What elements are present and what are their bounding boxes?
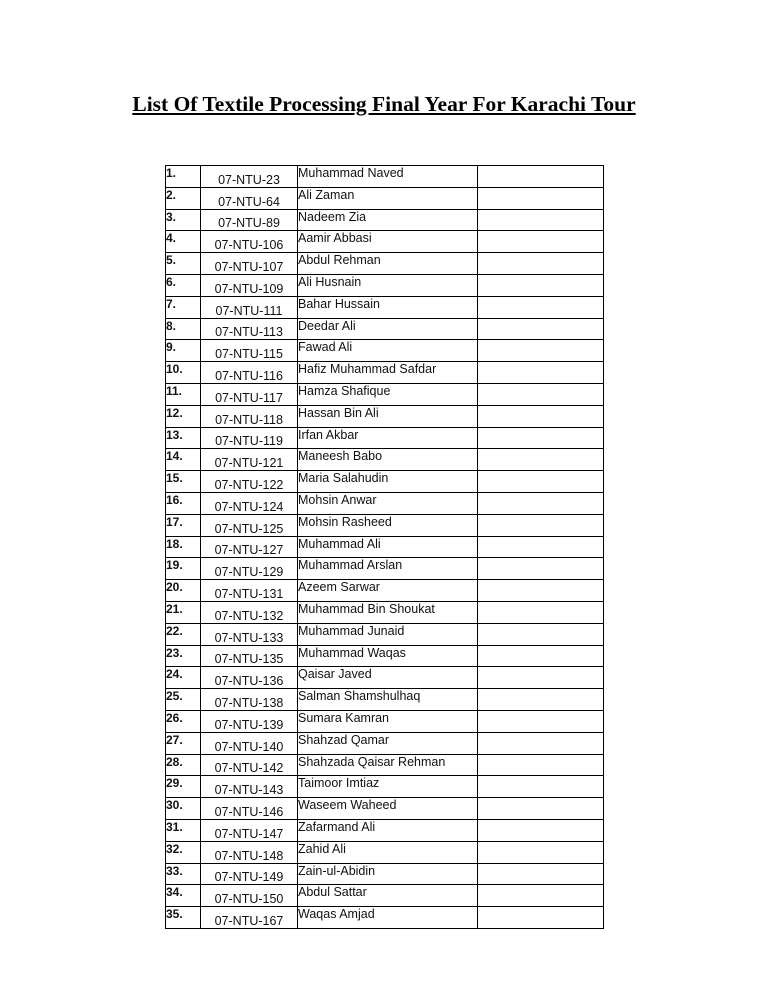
student-name: Aamir Abbasi xyxy=(298,231,478,253)
student-name: Zain-ul-Abidin xyxy=(298,863,478,885)
blank-cell xyxy=(478,362,604,384)
student-name: Qaisar Javed xyxy=(298,667,478,689)
student-name: Zafarmand Ali xyxy=(298,819,478,841)
student-name: Hamza Shafique xyxy=(298,383,478,405)
table-row xyxy=(166,580,604,602)
registration-number: 07-NTU-118 xyxy=(201,405,298,427)
registration-number: 07-NTU-107 xyxy=(201,253,298,275)
blank-cell xyxy=(478,645,604,667)
student-name: Azeem Sarwar xyxy=(298,580,478,602)
row-number: 24. xyxy=(166,667,201,689)
table-row xyxy=(166,449,604,471)
table-row xyxy=(166,819,604,841)
registration-number: 07-NTU-139 xyxy=(201,710,298,732)
blank-cell xyxy=(478,667,604,689)
row-number: 20. xyxy=(166,580,201,602)
blank-cell xyxy=(478,536,604,558)
table-row xyxy=(166,405,604,427)
registration-number: 07-NTU-136 xyxy=(201,667,298,689)
blank-cell xyxy=(478,296,604,318)
table-row xyxy=(166,907,604,929)
blank-cell xyxy=(478,841,604,863)
table-row xyxy=(166,667,604,689)
student-name: Ali Zaman xyxy=(298,187,478,209)
table-row xyxy=(166,492,604,514)
blank-cell xyxy=(478,580,604,602)
student-name: Nadeem Zia xyxy=(298,209,478,231)
blank-cell xyxy=(478,601,604,623)
blank-cell xyxy=(478,689,604,711)
row-number: 32. xyxy=(166,841,201,863)
row-number: 14. xyxy=(166,449,201,471)
row-number: 27. xyxy=(166,732,201,754)
registration-number: 07-NTU-133 xyxy=(201,623,298,645)
registration-number: 07-NTU-140 xyxy=(201,732,298,754)
student-name: Waqas Amjad xyxy=(298,907,478,929)
blank-cell xyxy=(478,427,604,449)
table-row xyxy=(166,383,604,405)
student-name: Maneesh Babo xyxy=(298,449,478,471)
registration-number: 07-NTU-64 xyxy=(201,187,298,209)
table-row xyxy=(166,754,604,776)
registration-number: 07-NTU-121 xyxy=(201,449,298,471)
row-number: 10. xyxy=(166,362,201,384)
registration-number: 07-NTU-135 xyxy=(201,645,298,667)
registration-number: 07-NTU-116 xyxy=(201,362,298,384)
student-name: Shahzada Qaisar Rehman xyxy=(298,754,478,776)
row-number: 26. xyxy=(166,710,201,732)
student-name: Maria Salahudin xyxy=(298,471,478,493)
student-name: Waseem Waheed xyxy=(298,798,478,820)
row-number: 13. xyxy=(166,427,201,449)
blank-cell xyxy=(478,449,604,471)
registration-number: 07-NTU-117 xyxy=(201,383,298,405)
registration-number: 07-NTU-131 xyxy=(201,580,298,602)
table-row xyxy=(166,362,604,384)
registration-number: 07-NTU-122 xyxy=(201,471,298,493)
row-number: 4. xyxy=(166,231,201,253)
registration-number: 07-NTU-150 xyxy=(201,885,298,907)
table-row xyxy=(166,863,604,885)
blank-cell xyxy=(478,231,604,253)
table-row xyxy=(166,187,604,209)
blank-cell xyxy=(478,776,604,798)
table-row xyxy=(166,471,604,493)
row-number: 8. xyxy=(166,318,201,340)
row-number: 19. xyxy=(166,558,201,580)
table-row xyxy=(166,427,604,449)
registration-number: 07-NTU-113 xyxy=(201,318,298,340)
table-row xyxy=(166,166,604,188)
blank-cell xyxy=(478,383,604,405)
row-number: 3. xyxy=(166,209,201,231)
row-number: 16. xyxy=(166,492,201,514)
student-name: Deedar Ali xyxy=(298,318,478,340)
registration-number: 07-NTU-147 xyxy=(201,819,298,841)
table-row xyxy=(166,558,604,580)
row-number: 12. xyxy=(166,405,201,427)
registration-number: 07-NTU-129 xyxy=(201,558,298,580)
registration-number: 07-NTU-23 xyxy=(201,166,298,188)
registration-number: 07-NTU-167 xyxy=(201,907,298,929)
row-number: 5. xyxy=(166,253,201,275)
student-name: Mohsin Anwar xyxy=(298,492,478,514)
registration-number: 07-NTU-146 xyxy=(201,798,298,820)
blank-cell xyxy=(478,863,604,885)
blank-cell xyxy=(478,732,604,754)
blank-cell xyxy=(478,318,604,340)
blank-cell xyxy=(478,492,604,514)
row-number: 23. xyxy=(166,645,201,667)
registration-number: 07-NTU-127 xyxy=(201,536,298,558)
row-number: 15. xyxy=(166,471,201,493)
table-row xyxy=(166,841,604,863)
table-row xyxy=(166,274,604,296)
registration-number: 07-NTU-115 xyxy=(201,340,298,362)
blank-cell xyxy=(478,340,604,362)
blank-cell xyxy=(478,253,604,275)
registration-number: 07-NTU-119 xyxy=(201,427,298,449)
blank-cell xyxy=(478,209,604,231)
table-row xyxy=(166,885,604,907)
student-name: Fawad Ali xyxy=(298,340,478,362)
registration-number: 07-NTU-89 xyxy=(201,209,298,231)
row-number: 29. xyxy=(166,776,201,798)
student-name: Taimoor Imtiaz xyxy=(298,776,478,798)
row-number: 35. xyxy=(166,907,201,929)
registration-number: 07-NTU-142 xyxy=(201,754,298,776)
student-name: Salman Shamshulhaq xyxy=(298,689,478,711)
student-name: Abdul Rehman xyxy=(298,253,478,275)
student-name: Muhammad Arslan xyxy=(298,558,478,580)
table-row xyxy=(166,710,604,732)
table-row xyxy=(166,732,604,754)
row-number: 21. xyxy=(166,601,201,623)
table-row xyxy=(166,601,604,623)
table-row xyxy=(166,514,604,536)
blank-cell xyxy=(478,274,604,296)
blank-cell xyxy=(478,623,604,645)
student-name: Mohsin Rasheed xyxy=(298,514,478,536)
registration-number: 07-NTU-125 xyxy=(201,514,298,536)
blank-cell xyxy=(478,514,604,536)
student-name: Muhammad Naved xyxy=(298,166,478,188)
blank-cell xyxy=(478,558,604,580)
row-number: 11. xyxy=(166,383,201,405)
student-name: Shahzad Qamar xyxy=(298,732,478,754)
row-number: 31. xyxy=(166,819,201,841)
table-row xyxy=(166,209,604,231)
blank-cell xyxy=(478,798,604,820)
student-name: Irfan Akbar xyxy=(298,427,478,449)
table-row xyxy=(166,231,604,253)
student-name: Abdul Sattar xyxy=(298,885,478,907)
row-number: 1. xyxy=(166,166,201,188)
registration-number: 07-NTU-109 xyxy=(201,274,298,296)
row-number: 17. xyxy=(166,514,201,536)
row-number: 2. xyxy=(166,187,201,209)
student-name: Hassan Bin Ali xyxy=(298,405,478,427)
table-row xyxy=(166,296,604,318)
blank-cell xyxy=(478,819,604,841)
student-name: Zahid Ali xyxy=(298,841,478,863)
row-number: 18. xyxy=(166,536,201,558)
student-name: Muhammad Ali xyxy=(298,536,478,558)
table-row xyxy=(166,253,604,275)
row-number: 33. xyxy=(166,863,201,885)
row-number: 30. xyxy=(166,798,201,820)
table-row xyxy=(166,318,604,340)
registration-number: 07-NTU-148 xyxy=(201,841,298,863)
registration-number: 07-NTU-149 xyxy=(201,863,298,885)
registration-number: 07-NTU-132 xyxy=(201,601,298,623)
blank-cell xyxy=(478,405,604,427)
blank-cell xyxy=(478,166,604,188)
blank-cell xyxy=(478,471,604,493)
table-row xyxy=(166,623,604,645)
row-number: 28. xyxy=(166,754,201,776)
student-name: Bahar Hussain xyxy=(298,296,478,318)
row-number: 25. xyxy=(166,689,201,711)
student-name: Hafiz Muhammad Safdar xyxy=(298,362,478,384)
table-row xyxy=(166,776,604,798)
student-name: Ali Husnain xyxy=(298,274,478,296)
student-table-body xyxy=(166,166,604,929)
page-title: List Of Textile Processing Final Year For Karachi Tour xyxy=(132,92,636,116)
registration-number: 07-NTU-138 xyxy=(201,689,298,711)
row-number: 34. xyxy=(166,885,201,907)
blank-cell xyxy=(478,885,604,907)
registration-number: 07-NTU-143 xyxy=(201,776,298,798)
table-row xyxy=(166,689,604,711)
student-name: Muhammad Bin Shoukat xyxy=(298,601,478,623)
blank-cell xyxy=(478,754,604,776)
student-name: Muhammad Junaid xyxy=(298,623,478,645)
blank-cell xyxy=(478,710,604,732)
table-row xyxy=(166,536,604,558)
row-number: 6. xyxy=(166,274,201,296)
table-row xyxy=(166,340,604,362)
blank-cell xyxy=(478,907,604,929)
registration-number: 07-NTU-124 xyxy=(201,492,298,514)
student-name: Sumara Kamran xyxy=(298,710,478,732)
blank-cell xyxy=(478,187,604,209)
table-row xyxy=(166,798,604,820)
row-number: 22. xyxy=(166,623,201,645)
row-number: 9. xyxy=(166,340,201,362)
student-table xyxy=(165,165,604,929)
table-row xyxy=(166,645,604,667)
registration-number: 07-NTU-106 xyxy=(201,231,298,253)
registration-number: 07-NTU-111 xyxy=(201,296,298,318)
row-number: 7. xyxy=(166,296,201,318)
student-name: Muhammad Waqas xyxy=(298,645,478,667)
